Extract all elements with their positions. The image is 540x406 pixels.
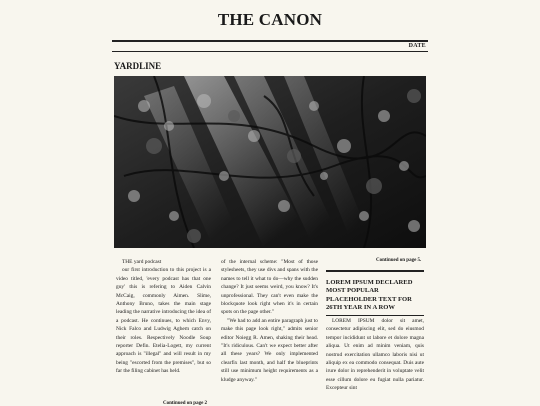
- article-kicker: THE yard podcast: [122, 259, 162, 265]
- continued-link-page-5[interactable]: Continued on page 5.: [376, 258, 422, 263]
- article-column-1: [116, 258, 211, 376]
- masthead-title: THE CANON: [217, 10, 323, 29]
- dateline: DATE: [408, 43, 426, 49]
- masthead-rule-bottom: [112, 51, 428, 52]
- forest-sunlight-photo: [114, 76, 426, 248]
- article-paragraph: our first introduction to this project is a video titled, 'every podcast has that one guy' this is refering to Aiden Calvin McCaig, commonly Aimen. Slime, Anthony Bruno, takes the main stage leading the narrative introducing the idea of a podcast. He continues, to which Envy, Nick Falco and Ludwig Aghem catch on their roles. Respectively Noodle Soup reporter Defin. Etelia-Logett, my current approach is "illegal" and will result in my being "escorted from the premises", but so far the filing cabinet has held.: [116, 267, 211, 375]
- continued-link-page-2[interactable]: Continued on page 2: [163, 401, 208, 406]
- sidebar-rule: [326, 270, 424, 272]
- article-paragraph: "We had to add an entire paragraph just to make this page look right," admits senior editor Noiegg R. Amen, shaking their head. "It's ridiculous. Can't we expect better after all these years? We only implemented clearfix last month, and half the blueprints still use minimum height requirements as a kludge anyway.": [221, 317, 318, 383]
- article-column-2: [221, 258, 318, 384]
- sidebar-body: LOREM IPSUM dolor sit amet, consectetur adipiscing elit, sed do eiusmod tempor incididunt ut labore et dolore magna aliqua. Ut enim ad minim veniam, quis nostrud exercitation ullamco laboris nisi ut aliquip ex ea commodo consequat. Duis aute irure dolor in reprehenderit in voluptate velit esse cillum dolore eu fugiat nulla pariatur. Excepteur sint: [326, 318, 424, 392]
- sidebar-headline: LOREM IPSUM DECLARED MOST POPULAR PLACEHOLDER TEXT FOR 26TH YEAR IN A ROW: [326, 279, 413, 312]
- article-paragraph: of the internal scheme: "Most of those stylesheets, they use divs and spans with the names to tell it what to do—why the sudden change? It just seems weird, you know? It's unprofessional. They can't even make the blockquote look right when it's in certain spots on the page other.": [221, 259, 318, 316]
- section-title: YARDLINE: [114, 61, 162, 71]
- masthead-rule-top: [112, 40, 428, 42]
- sidebar-column: [326, 317, 424, 393]
- sidebar-rule-bottom: [326, 315, 424, 316]
